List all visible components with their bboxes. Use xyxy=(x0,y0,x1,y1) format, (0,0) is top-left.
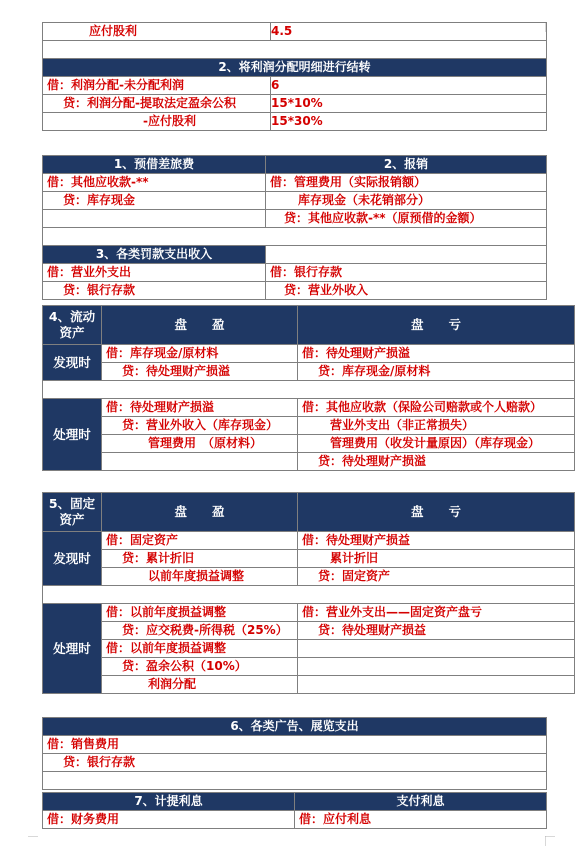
section-header: 3、各类罚款支出收入 xyxy=(43,246,266,264)
table-row xyxy=(43,568,575,586)
section-header: 1、预借差旅费 xyxy=(43,156,266,174)
page-corner-mark-top-left xyxy=(28,22,38,32)
entry-cell: 贷：库存现金 xyxy=(43,192,266,210)
entry-cell: 借：其他应收款-** xyxy=(43,174,266,192)
loss-header: 盘 亏 xyxy=(298,306,575,345)
entry-cell: 借：财务费用 xyxy=(43,811,295,829)
entry-cell: 借：营业外支出——固定资产盘亏 xyxy=(298,604,575,622)
current-asset-table xyxy=(42,305,575,471)
table-row xyxy=(43,306,575,345)
table-row xyxy=(43,435,575,453)
table-row xyxy=(43,586,575,604)
entry-cell: 4.5 xyxy=(271,23,547,41)
table-row xyxy=(43,417,575,435)
table-row xyxy=(43,228,547,246)
table-row xyxy=(43,622,575,640)
entry-cell: 贷：利润分配-提取法定盈余公积 xyxy=(43,95,271,113)
section-header: 6、各类广告、展览支出 xyxy=(43,718,547,736)
entry-cell: 借：银行存款 xyxy=(266,264,547,282)
table-row xyxy=(43,192,547,210)
entry-cell: 借：应付利息 xyxy=(295,811,547,829)
entry-cell: 15*30% xyxy=(271,113,547,131)
entry-cell: 营业外支出（非正常损失） xyxy=(298,417,575,435)
table-row xyxy=(43,676,575,694)
entry-cell xyxy=(43,210,266,228)
table-row xyxy=(43,282,547,300)
entry-cell: 借：利润分配-未分配利润 xyxy=(43,77,271,95)
blank-cell xyxy=(43,381,575,399)
entry-cell: 贷：待处理财产损溢 xyxy=(298,453,575,471)
entry-cell: 管理费用 （原材料） xyxy=(102,435,298,453)
table-row xyxy=(43,453,575,471)
page-corner-mark-bottom-left xyxy=(28,836,38,846)
table-row xyxy=(43,718,547,736)
entry-cell: 借：销售费用 xyxy=(43,736,547,754)
table-row xyxy=(43,95,547,113)
blank-cell xyxy=(43,772,547,790)
table-row xyxy=(43,77,547,95)
entry-cell xyxy=(102,453,298,471)
entry-cell xyxy=(298,640,575,658)
advertising-table xyxy=(42,717,547,790)
blank-cell xyxy=(43,228,547,246)
entry-cell: 借：管理费用（实际报销额） xyxy=(266,174,547,192)
entry-cell: 借：待处理财产损益 xyxy=(298,532,575,550)
table-row xyxy=(43,345,575,363)
entry-cell: 15*10% xyxy=(271,95,547,113)
blank-cell xyxy=(43,586,575,604)
fixed-asset-table xyxy=(42,492,575,694)
table-row xyxy=(43,399,575,417)
section-header: 支付利息 xyxy=(295,793,547,811)
table-row xyxy=(43,793,547,811)
entry-cell: 借：以前年度损益调整 xyxy=(102,604,298,622)
entry-cell: 贷：累计折旧 xyxy=(102,550,298,568)
section-corner-label: 4、流动资产 xyxy=(43,306,102,345)
table-row xyxy=(43,41,547,59)
loss-header: 盘 亏 xyxy=(298,493,575,532)
blank-cell xyxy=(266,246,547,264)
handle-label: 处理时 xyxy=(43,399,102,471)
gain-header: 盘 盈 xyxy=(102,306,298,345)
entry-cell: 应付股利 xyxy=(43,23,271,41)
entry-cell: 借：固定资产 xyxy=(102,532,298,550)
table-row xyxy=(43,736,547,754)
gain-header: 盘 盈 xyxy=(102,493,298,532)
table-row xyxy=(43,363,575,381)
table-row xyxy=(43,59,547,77)
blank-cell xyxy=(43,41,547,59)
entry-cell xyxy=(298,658,575,676)
table-row xyxy=(43,550,575,568)
table-row xyxy=(43,493,575,532)
table-row xyxy=(43,381,575,399)
entry-cell: 管理费用（收发计量原因）（库存现金） xyxy=(298,435,575,453)
entry-cell: 借：待处理财产损溢 xyxy=(298,345,575,363)
table-row xyxy=(43,174,547,192)
entry-cell: 累计折旧 xyxy=(298,550,575,568)
entry-cell: 贷：待处理财产损益 xyxy=(298,622,575,640)
table-row xyxy=(43,23,547,41)
entry-cell: 贷：营业外收入（库存现金） xyxy=(102,417,298,435)
table-row xyxy=(43,210,547,228)
page-corner-mark-bottom-right xyxy=(545,836,555,846)
table-row xyxy=(43,264,547,282)
table-row xyxy=(43,658,575,676)
entry-cell: 贷：银行存款 xyxy=(43,282,266,300)
table-row xyxy=(43,532,575,550)
section-header: 2、将利润分配明细进行结转 xyxy=(43,59,547,77)
entry-cell: 贷：库存现金/原材料 xyxy=(298,363,575,381)
entry-cell xyxy=(298,676,575,694)
table-row xyxy=(43,246,547,264)
entry-cell: 贷：应交税费-所得税（25%） xyxy=(102,622,298,640)
entry-cell: 贷：银行存款 xyxy=(43,754,547,772)
entry-cell: 借：以前年度损益调整 xyxy=(102,640,298,658)
table-row xyxy=(43,640,575,658)
handle-label: 处理时 xyxy=(43,604,102,694)
table-row xyxy=(43,604,575,622)
section-header: 7、计提利息 xyxy=(43,793,295,811)
found-label: 发现时 xyxy=(43,345,102,381)
entry-cell: 借：其他应收款（保险公司赔款或个人赔款） xyxy=(298,399,575,417)
found-label: 发现时 xyxy=(43,532,102,586)
table-row xyxy=(43,754,547,772)
table-row xyxy=(43,811,547,829)
section-header: 2、报销 xyxy=(266,156,547,174)
entry-cell: 贷：营业外收入 xyxy=(266,282,547,300)
travel-and-fine-table xyxy=(42,155,547,300)
interest-table xyxy=(42,792,547,829)
section-corner-label: 5、固定资产 xyxy=(43,493,102,532)
table-row xyxy=(43,772,547,790)
entry-cell: 贷：待处理财产损溢 xyxy=(102,363,298,381)
table-row xyxy=(43,113,547,131)
entry-cell: 借：库存现金/原材料 xyxy=(102,345,298,363)
entry-cell: 贷：盈余公积（10%） xyxy=(102,658,298,676)
entry-cell: 以前年度损益调整 xyxy=(102,568,298,586)
entry-cell: 库存现金（未花销部分） xyxy=(266,192,547,210)
entry-cell: 借：待处理财产损溢 xyxy=(102,399,298,417)
entry-cell: 贷：固定资产 xyxy=(298,568,575,586)
entry-cell: 贷：其他应收款-**（原预借的金额） xyxy=(266,210,547,228)
entry-cell: 6 xyxy=(271,77,547,95)
entry-cell: 利润分配 xyxy=(102,676,298,694)
entry-cell: -应付股利 xyxy=(43,113,271,131)
table-row xyxy=(43,156,547,174)
profit-distribution-table xyxy=(42,22,547,131)
entry-cell: 借：营业外支出 xyxy=(43,264,266,282)
